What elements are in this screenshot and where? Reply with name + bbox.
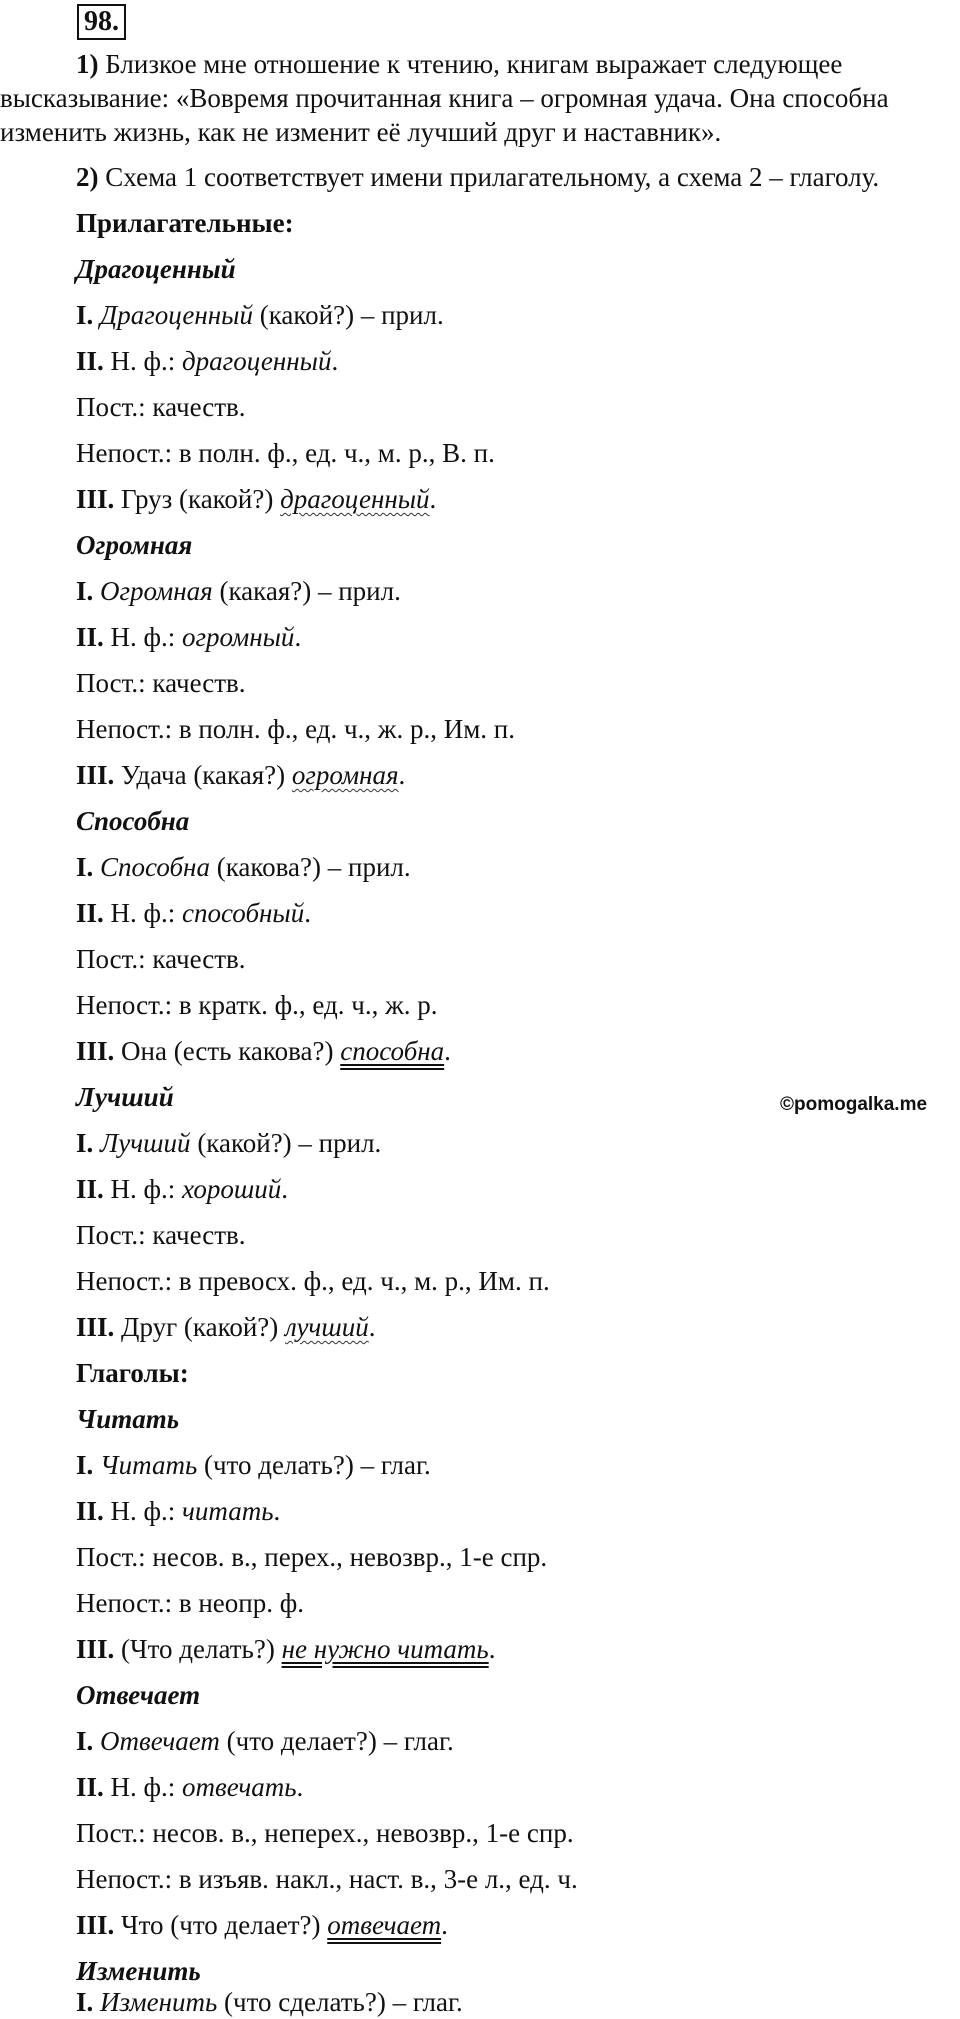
analysis-line-ii	[76, 344, 338, 378]
task-number: 98.	[77, 4, 126, 40]
roman-numeral: I.	[76, 852, 94, 882]
roman-numeral: II.	[76, 622, 104, 652]
roman-numeral: II.	[76, 898, 104, 928]
punct: .	[296, 1772, 304, 1802]
initial-form-label: Н. ф.:	[103, 1772, 183, 1802]
punct: .	[488, 1634, 496, 1664]
analysis-line-ii	[76, 1770, 303, 1804]
sentence-part: Груз (какой?)	[114, 484, 281, 514]
sentence-part: Удача (какая?)	[114, 760, 292, 790]
analysis-line-i	[76, 850, 411, 884]
analysis-line-ii	[76, 896, 311, 930]
constant-features: Пост.: качеств.	[76, 668, 246, 698]
adjectives-heading: Прилагательные:	[76, 208, 294, 238]
analysis-line-iii	[76, 482, 436, 516]
analysis-line-i	[76, 574, 401, 608]
underlined-word: лучший	[285, 1312, 369, 1342]
constant-features: Пост.: несов. в., перех., невозвр., 1-е спр.	[76, 1542, 548, 1572]
word-heading: Лучший	[76, 1082, 174, 1112]
initial-form: способный	[182, 898, 305, 928]
underlined-word: огромная	[291, 760, 399, 790]
roman-numeral: II.	[76, 1496, 104, 1526]
word-heading: Огромная	[76, 530, 193, 560]
variable-features: Непост.: в кратк. ф., ед. ч., ж. р.	[76, 990, 438, 1020]
punct: .	[304, 898, 311, 928]
analysis-line-i	[76, 1126, 381, 1160]
roman-numeral: I.	[76, 1987, 94, 2017]
watermark: ©pomogalka.me	[780, 1094, 928, 1115]
word-heading: Драгоценный	[76, 254, 236, 284]
initial-form-label: Н. ф.:	[103, 1174, 183, 1204]
word-heading: Способна	[76, 806, 190, 836]
variable-features: Непост.: в изъяв. накл., наст. в., 3-е л., ед. ч.	[76, 1864, 578, 1894]
variable-features: Непост.: в полн. ф., ед. ч., м. р., В. п.	[76, 438, 495, 468]
punct: .	[441, 1910, 448, 1940]
question-part: (что сделать?) – глаг.	[217, 1987, 463, 2017]
initial-form: хороший	[182, 1174, 282, 1204]
roman-numeral: II.	[76, 1772, 104, 1802]
analyzed-word: Изменить	[100, 1987, 218, 2017]
intro-paragraph-2	[0, 160, 960, 194]
initial-form-label: Н. ф.:	[103, 898, 183, 928]
analyzed-word: Драгоценный	[100, 300, 253, 330]
analysis-line-ii	[76, 1172, 288, 1206]
question-part: (что делает?) – глаг.	[219, 1726, 454, 1756]
analysis-line-i	[76, 298, 444, 332]
analysis-line-i	[76, 1724, 454, 1758]
underlined-word: не нужно читать	[281, 1634, 489, 1664]
roman-numeral: I.	[76, 1450, 94, 1480]
analysis-line-iii	[76, 758, 405, 792]
underlined-word: драгоценный	[280, 484, 430, 514]
constant-features: Пост.: качеств.	[76, 392, 246, 422]
punct: .	[273, 1496, 281, 1526]
initial-form: отвечать	[182, 1772, 297, 1802]
roman-numeral: I.	[76, 1726, 94, 1756]
word-heading: Отвечает	[76, 1680, 201, 1710]
sentence-part: (Что делать?)	[114, 1634, 282, 1664]
analysis-line-iii	[76, 1908, 448, 1942]
initial-form: огромный	[182, 622, 295, 652]
analysis-line-iii	[76, 1034, 451, 1068]
underlined-word: отвечает	[327, 1910, 442, 1940]
variable-features: Непост.: в полн. ф., ед. ч., ж. р., Им. п.	[76, 714, 516, 744]
roman-numeral: III.	[76, 760, 115, 790]
intro-paragraph-1	[0, 47, 960, 149]
question-part: (какой?) – прил.	[190, 1128, 382, 1158]
roman-numeral: I.	[76, 576, 94, 606]
analyzed-word: Огромная	[100, 576, 213, 606]
analyzed-word: Лучший	[100, 1128, 191, 1158]
roman-numeral: III.	[76, 1312, 115, 1342]
paragraph-text: Близкое мне отношение к чтению, книгам выражает следующее высказывание: «Вовремя прочитанная книга – огромная удача. Она способна изменить жизнь, как не изменит её лучший друг и наставник».	[0, 49, 889, 147]
roman-numeral: III.	[76, 1634, 115, 1664]
question-part: (какова?) – прил.	[209, 852, 411, 882]
initial-form: читать	[182, 1496, 274, 1526]
initial-form-label: Н. ф.:	[103, 622, 183, 652]
sentence-part: Она (есть какова?)	[114, 1036, 341, 1066]
punct: .	[294, 622, 302, 652]
analysis-line-ii	[76, 1494, 280, 1528]
sentence-part: Что (что делает?)	[114, 1910, 328, 1940]
punct: .	[444, 1036, 451, 1066]
punct: .	[281, 1174, 288, 1204]
roman-numeral: I.	[76, 300, 94, 330]
analysis-line-i	[76, 1985, 463, 2019]
underlined-word: способна	[340, 1036, 445, 1066]
constant-features: Пост.: несов. в., неперех., невозвр., 1-е спр.	[76, 1818, 574, 1848]
variable-features: Непост.: в превосх. ф., ед. ч., м. р., Им. п.	[76, 1266, 550, 1296]
word-heading: Изменить	[76, 1956, 201, 1986]
constant-features: Пост.: качеств.	[76, 1220, 246, 1250]
roman-numeral: III.	[76, 1910, 115, 1940]
punct: .	[398, 760, 406, 790]
roman-numeral: III.	[76, 1036, 115, 1066]
paragraph-marker: 1)	[76, 49, 99, 79]
analysis-line-i	[76, 1448, 431, 1482]
sentence-part: Друг (какой?)	[114, 1312, 286, 1342]
initial-form-label: Н. ф.:	[103, 1496, 183, 1526]
verbs-heading: Глаголы:	[76, 1358, 189, 1388]
punct: .	[429, 484, 437, 514]
initial-form: драгоценный	[182, 346, 332, 376]
analyzed-word: Способна	[100, 852, 210, 882]
paragraph-text: Схема 1 соответствует имени прилагательному, а схема 2 – глаголу.	[98, 162, 880, 192]
constant-features: Пост.: качеств.	[76, 944, 246, 974]
roman-numeral: II.	[76, 346, 104, 376]
analysis-line-iii	[76, 1632, 495, 1666]
analyzed-word: Читать	[100, 1450, 198, 1480]
question-part: (какая?) – прил.	[212, 576, 401, 606]
variable-features: Непост.: в неопр. ф.	[76, 1588, 304, 1618]
roman-numeral: II.	[76, 1174, 104, 1204]
question-part: (что делать?) – глаг.	[197, 1450, 431, 1480]
analyzed-word: Отвечает	[100, 1726, 220, 1756]
analysis-line-iii	[76, 1310, 375, 1344]
word-heading: Читать	[76, 1404, 180, 1434]
analysis-line-ii	[76, 620, 301, 654]
roman-numeral: I.	[76, 1128, 94, 1158]
punct: .	[331, 346, 339, 376]
question-part: (какой?) – прил.	[252, 300, 444, 330]
roman-numeral: III.	[76, 484, 115, 514]
paragraph-marker: 2)	[76, 162, 99, 192]
punct: .	[368, 1312, 376, 1342]
initial-form-label: Н. ф.:	[103, 346, 183, 376]
